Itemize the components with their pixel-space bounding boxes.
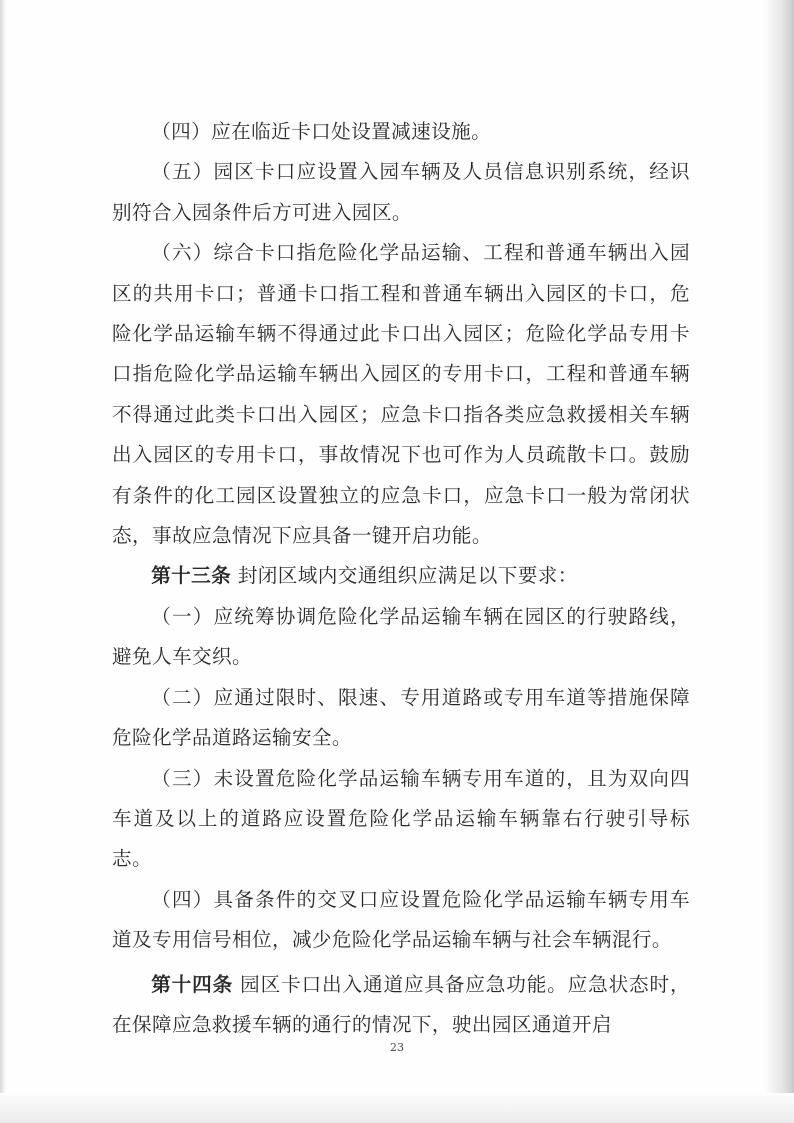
paragraph-text: （四）应在临近卡口处设置减速设施。 bbox=[151, 120, 492, 143]
article-heading: 第十三条 bbox=[151, 564, 232, 588]
article-heading: 第十四条 bbox=[151, 972, 234, 996]
paragraph-text: （四）具备条件的交叉口应设置危险化学品运输车辆专用车道及专用信号相位，减少危险化学品运输车辆与社会车辆混行。 bbox=[112, 887, 690, 952]
scan-shadow-right bbox=[764, 0, 794, 1123]
paragraph-text: （二）应通过限时、限速、专用道路或专用车道等措施保障危险化学品道路运输安全。 bbox=[112, 685, 690, 750]
paragraph-text: 园区卡口出入通道应具备应急功能。应急状态时，在保障应急救援车辆的通行的情况下，驶出园区通道开启 bbox=[112, 972, 690, 1036]
paragraph-item-2-safety-measures bbox=[112, 678, 690, 759]
paragraph-text: 封闭区域内交通组织应满足以下要求： bbox=[237, 564, 578, 588]
paragraph-text: （三）未设置危险化学品运输车辆专用车道的，且为双向四车道及以上的道路应设置危险化学品运输车辆靠右行驶引导标志。 bbox=[112, 766, 690, 871]
paragraph-item-1-routes bbox=[112, 597, 690, 678]
paragraph-item-4-intersections bbox=[112, 880, 690, 961]
scan-shadow-left bbox=[0, 0, 6, 1123]
paragraph-text: （六）综合卡口指危险化学品运输、工程和普通车辆出入园区的共用卡口；普通卡口指工程和普通车辆出入园区的卡口，危险化学品运输车辆不得通过此卡口出入园区；危险化学品专用卡口指危险化学品运输车辆出入园区的专用卡口，工程和普通车辆不得通过此类卡口出入园区；应急卡口指各类应急救援相关车辆出入园区的专用卡口，事故情况下也可作为人员疏散卡口。鼓励有条件的化工园区设置独立的应急卡口，应急卡口一般为常闭状态，事故应急情况下应具备一键开启功能。 bbox=[112, 241, 690, 548]
paragraph-text: （五）园区卡口应设置入园车辆及人员信息识别系统，经识别符合入园条件后方可进入园区。 bbox=[112, 160, 690, 224]
paragraph-item-5-identification bbox=[112, 152, 690, 233]
paragraph-item-4-speed-bumps bbox=[112, 112, 690, 152]
article-14 bbox=[112, 965, 690, 1046]
paragraph-text: （一）应统筹协调危险化学品运输车辆在园区的行驶路线，避免人车交织。 bbox=[112, 604, 690, 669]
document-body bbox=[112, 112, 690, 1045]
scan-shadow-bottom bbox=[0, 1093, 794, 1123]
article-13 bbox=[112, 556, 690, 596]
page-number: 23 bbox=[390, 1041, 404, 1054]
paragraph-item-3-lane-signs bbox=[112, 759, 690, 880]
paragraph-item-6-checkpoint-types bbox=[112, 233, 690, 556]
